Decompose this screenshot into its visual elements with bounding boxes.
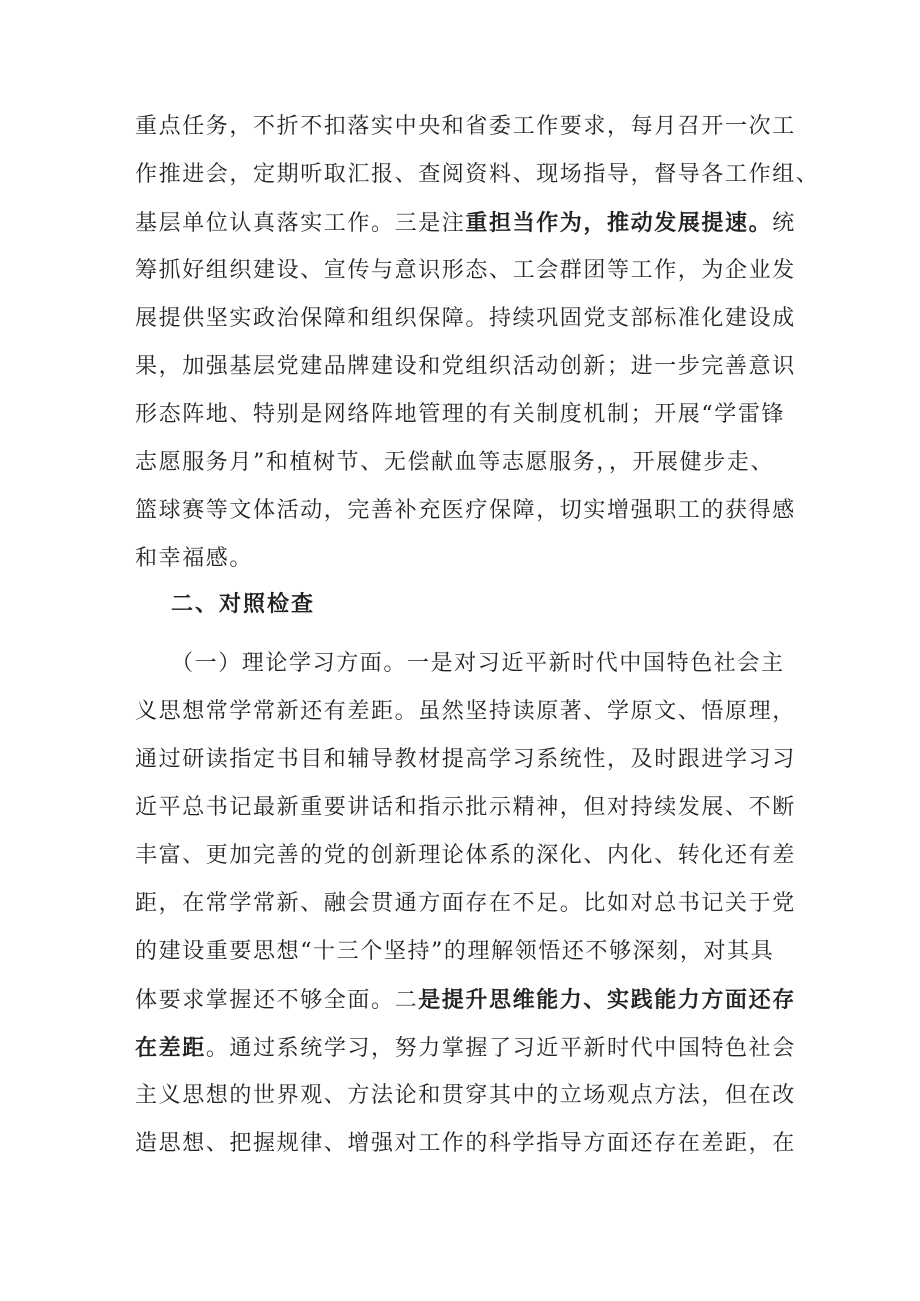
text-line: 筹抓好组织建设、宣传与意识形态、工会群团等工作，为企业发 <box>135 258 796 283</box>
section-heading: 二、对照检查 <box>171 592 316 617</box>
text-line: 作推进会，定期听取汇报、查阅资料、现场指导，督导各工作组、 <box>135 162 820 187</box>
text-line <box>135 205 795 241</box>
bold-text-run: 重担当作为，推动发展提速。 <box>465 210 773 236</box>
text-line: 志愿服务月”和植树节、无偿献血等志愿服务，，开展健步走、 <box>135 450 775 475</box>
text-line: 重点任务，不折不扣落实中央和省委工作要求，每月召开一次工 <box>135 114 796 139</box>
text-line: 展提供坚实政治保障和组织保障。持续巩固党支部标准化建设成 <box>135 306 796 331</box>
text-line: 丰富、更加完善的党的创新理论体系的深化、内化、转化还有差 <box>135 843 796 868</box>
text-line: 距，在常学常新、融会贯通方面存在不足。比如对总书记关于党 <box>135 891 796 916</box>
text-line: 和幸福感。 <box>135 546 254 571</box>
text-run: 体要求掌握还不够全面。二 <box>135 988 419 1013</box>
text-line: 通过研读指定书目和辅导教材提高学习系统性，及时跟进学习习 <box>135 747 796 772</box>
text-line: （一）理论学习方面。一是对习近平新时代中国特色社会主 <box>171 651 785 676</box>
text-line <box>135 1030 795 1066</box>
text-line: 义思想常学常新还有差距。虽然坚持读原著、学原文、悟原理， <box>135 699 796 724</box>
text-run: 。通过系统学习，努力掌握了习近平新时代中国特色社会 <box>205 1036 796 1061</box>
text-line: 的建设重要思想“十三个坚持”的理解领悟还不够深刻，对其具 <box>135 939 775 964</box>
bold-text-run: 在差距 <box>135 1035 206 1061</box>
text-line: 形态阵地、特别是网络阵地管理的有关制度机制；开展“学雷锋 <box>135 402 786 427</box>
text-line: 近平总书记最新重要讲话和指示批示精神，但对持续发展、不断 <box>135 795 796 820</box>
text-line: 果，加强基层党建品牌建设和党组织活动创新；进一步完善意识 <box>135 354 796 379</box>
text-run: 统 <box>772 211 796 236</box>
text-line <box>135 982 795 1018</box>
text-line: 主义思想的世界观、方法论和贯穿其中的立场观点方法，但在改 <box>135 1083 796 1108</box>
text-line: 造思想、把握规律、增强对工作的科学指导方面还存在差距，在 <box>135 1131 796 1156</box>
text-run: 基层单位认真落实工作。三是注 <box>135 211 466 236</box>
bold-text-run: 是提升思维能力、实践能力方面还存 <box>418 987 796 1013</box>
text-line: 篮球赛等文体活动，完善补充医疗保障，切实增强职工的获得感 <box>135 498 796 523</box>
